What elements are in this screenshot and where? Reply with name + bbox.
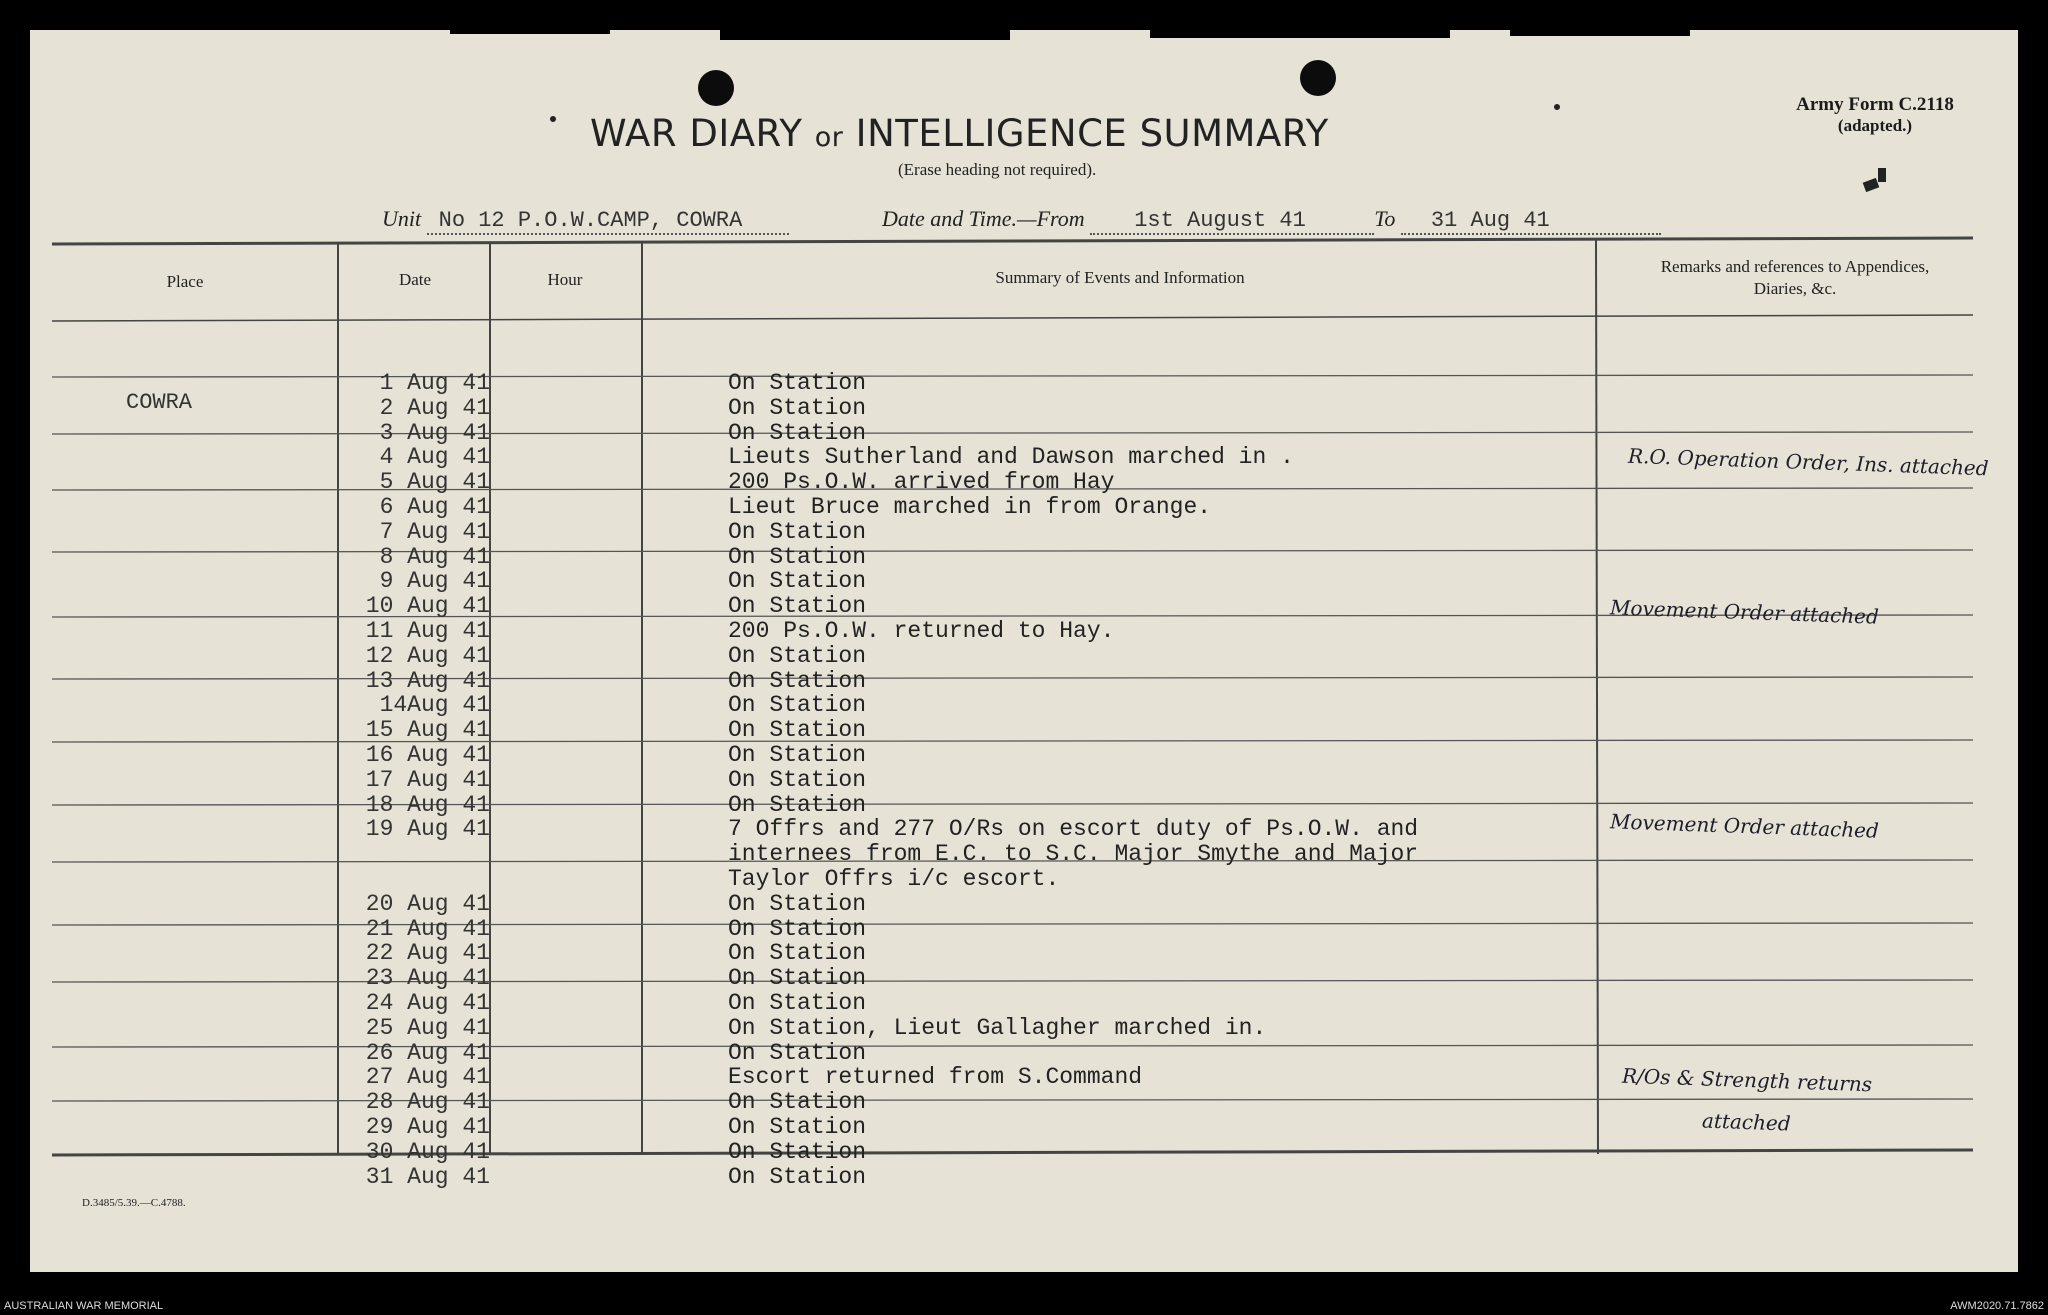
diary-entry-row [30,643,1530,668]
diary-entry-row [30,1139,1530,1164]
entry-date: 23 Aug 41 [365,965,490,991]
diary-entry-row [30,469,1530,494]
entry-summary: On Station [728,717,867,743]
entry-date: 26 Aug 41 [365,1040,490,1066]
diary-entry-row [30,1064,1530,1089]
entry-date: 2 Aug 41 [379,395,490,421]
entry-summary: On Station [728,1139,867,1165]
entry-date: 1 Aug 41 [379,370,490,396]
place-cell: COWRA [126,390,193,415]
entry-date: 9 Aug 41 [379,568,490,594]
form-subtitle: (Erase heading not required). [898,160,1097,179]
diary-entry-row [30,1015,1530,1040]
header-place: Place [166,272,204,291]
header-date: Date [398,270,432,289]
date-to-value: 31 Aug 41 [1401,208,1661,235]
entry-date: 27 Aug 41 [365,1064,490,1090]
entry-date: 6 Aug 41 [379,494,490,520]
entry-date: 29 Aug 41 [365,1114,490,1140]
entry-date: 24 Aug 41 [365,990,490,1016]
entry-date: 22 Aug 41 [365,940,490,966]
diary-entry-row [30,692,1530,717]
army-form-sub: (adapted.) [1837,116,1913,135]
diary-entry-row [30,395,1530,420]
diary-entry-row [30,494,1530,519]
diary-entry-row [30,1114,1530,1139]
diary-entry-row [30,717,1530,742]
entry-summary: On Station [728,395,867,421]
entry-date: 21 Aug 41 [365,916,490,942]
diary-entry-row [30,816,1530,841]
entry-date: 17 Aug 41 [365,767,490,793]
entry-summary: On Station [728,568,867,594]
date-from-label: Date and Time.—From [882,206,1085,231]
entry-date: 18 Aug 41 [365,792,490,818]
date-from-value: 1st August 41 [1090,208,1374,235]
entry-summary: On Station [728,1114,867,1140]
entry-summary: On Station [728,519,867,545]
title-rest: INTELLIGENCE SUMMARY [855,112,1329,155]
entry-date: 11 Aug 41 [365,618,490,644]
entry-summary: On Station [728,792,867,818]
diary-entry-row [30,792,1530,817]
header-summary: Summary of Events and Information [995,268,1245,287]
diary-entry-row [30,420,1530,445]
date-to-label: To [1374,206,1396,231]
entry-date: 4 Aug 41 [379,444,490,470]
entry-summary: On Station [728,990,867,1016]
entry-date: 15 Aug 41 [365,717,490,743]
entry-summary: On Station [728,370,867,396]
title-main: WAR DIARY [590,112,803,155]
entry-date: 5 Aug 41 [379,469,490,495]
diary-entry-row [30,1040,1530,1065]
entry-summary: 200 Ps.O.W. arrived from Hay [728,469,1115,495]
remark-note: R/Os & Strength returns [1621,1063,1873,1097]
remark-note: attached [1701,1108,1792,1136]
remark-note: R.O. Operation Order, Ins. attached [1627,443,1989,481]
entry-summary: On Station [728,1089,867,1115]
entry-summary: Escort returned from S.Command [728,1064,1143,1090]
unit-label: Unit [382,206,422,231]
diary-entry-row [30,990,1530,1015]
diary-entry-row [30,866,1530,891]
entry-date: 28 Aug 41 [365,1089,490,1115]
entry-summary: On Station [728,965,867,991]
diary-entry-row [30,370,1530,395]
entry-date: 30 Aug 41 [365,1139,490,1165]
archive-credit: AUSTRALIAN WAR MEMORIAL [4,1300,164,1312]
entry-date: 10 Aug 41 [365,593,490,619]
entry-summary: Lieuts Sutherland and Dawson marched in . [728,444,1294,470]
diary-entry-row [30,519,1530,544]
entry-date: 14Aug 41 [379,692,490,718]
header-hour: Hour [547,270,583,289]
entry-date: 8 Aug 41 [379,544,490,570]
printer-form-number: D.3485/5.39.—C.4788. [82,1197,186,1209]
entry-summary: On Station, Lieut Gallagher marched in. [728,1015,1267,1041]
army-form-label: Army Form C.2118 [1796,94,1954,115]
entry-summary: internees from E.C. to S.C. Major Smythe and Major [728,841,1419,867]
entry-date: 19 Aug 41 [365,816,490,842]
diary-entry-row [30,891,1530,916]
diary-entry-row [30,916,1530,941]
remark-note: Movement Order attached [1609,595,1880,629]
entry-summary: Lieut Bruce marched in from Orange. [728,494,1212,520]
diary-entry-row [30,618,1530,643]
entry-summary: On Station [728,1040,867,1066]
diary-entry-row [30,544,1530,569]
entry-summary: On Station [728,643,867,669]
diary-entry-row [30,1164,1530,1189]
entry-summary: On Station [728,940,867,966]
entry-summary: On Station [728,891,867,917]
entry-summary: On Station [728,593,867,619]
entry-summary: On Station [728,767,867,793]
entry-summary: On Station [728,1164,867,1190]
diary-entry-row [30,568,1530,593]
diary-entry-row [30,668,1530,693]
archive-reference: AWM2020.71.7862 [1950,1300,2044,1312]
diary-entry-row [30,767,1530,792]
entry-date: 25 Aug 41 [365,1015,490,1041]
header-remarks: Remarks and references to Appendices, Diaries, &c. [1660,257,1930,298]
entry-summary: On Station [728,742,867,768]
entry-summary: On Station [728,692,867,718]
entry-date: 20 Aug 41 [365,891,490,917]
entry-date: 3 Aug 41 [379,420,490,446]
entry-summary: Taylor Offrs i/c escort. [728,866,1060,892]
entry-date: 7 Aug 41 [379,519,490,545]
entry-date: 16 Aug 41 [365,742,490,768]
diary-entry-row [30,742,1530,767]
entry-date: 31 Aug 41 [365,1164,490,1190]
diary-entry-row [30,940,1530,965]
diary-entry-row [30,965,1530,990]
entry-summary: On Station [728,668,867,694]
diary-entry-row [30,841,1530,866]
entry-summary: On Station [728,544,867,570]
entry-summary: On Station [728,916,867,942]
entry-summary: On Station [728,420,867,446]
war-diary-page [30,30,2018,1272]
unit-value: No 12 P.O.W.CAMP, COWRA [427,208,789,235]
diary-entry-row [30,444,1530,469]
diary-entry-row [30,593,1530,618]
entry-date: 13 Aug 41 [365,668,490,694]
remark-note: Movement Order attached [1609,809,1880,843]
title-or: or [814,122,844,153]
entry-date: 12 Aug 41 [365,643,490,669]
diary-entry-row [30,1089,1530,1114]
entry-summary: 7 Offrs and 277 O/Rs on escort duty of Ps.O.W. and [728,816,1419,842]
entry-summary: 200 Ps.O.W. returned to Hay. [728,618,1115,644]
